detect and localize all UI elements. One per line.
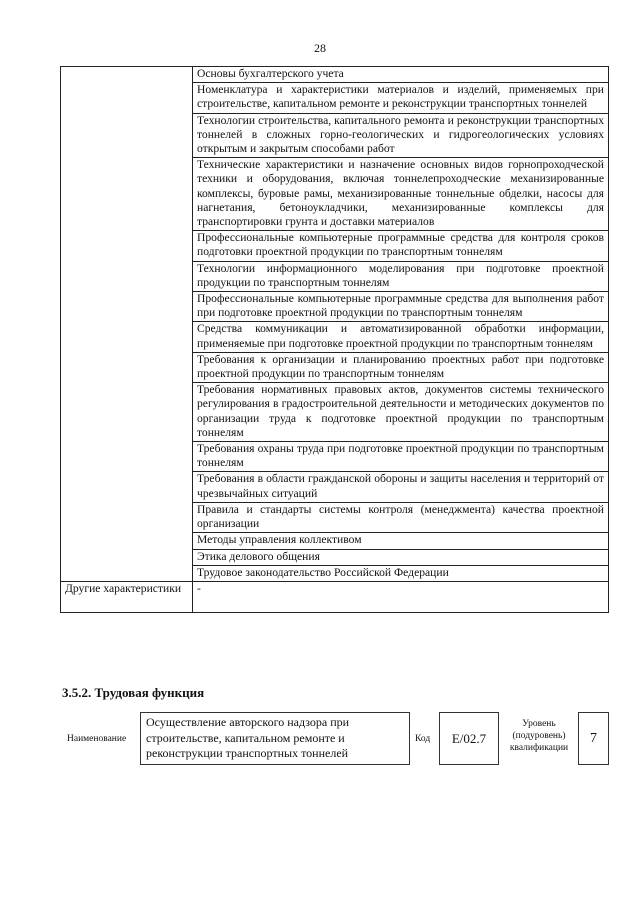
knowledge-table	[60, 66, 609, 613]
other-characteristics-value: -	[193, 581, 609, 612]
other-characteristics-label: Другие характеристики	[61, 581, 193, 612]
knowledge-item: Технологии информационного моделирования при подготовке проектной продукции по транспортным тоннелям	[193, 261, 609, 291]
section-heading: 3.5.2. Трудовая функция	[62, 685, 205, 700]
knowledge-item: Требования в области гражданской обороны и защиты населения и территорий от чрезвычайных ситуаций	[193, 472, 609, 502]
name-label: Наименование	[67, 734, 127, 744]
knowledge-item: Основы бухгалтерского учета	[193, 67, 609, 83]
table-row-other	[61, 581, 609, 612]
knowledge-item: Методы управления коллективом	[193, 533, 609, 549]
knowledge-item: Трудовое законодательство Российской Федерации	[193, 565, 609, 581]
knowledge-item: Номенклатура и характеристики материалов и изделий, применяемых при строительстве, капитальном ремонте и реконструкции транспортных тоннелей	[193, 83, 609, 113]
knowledge-item: Правила и стандарты системы контроля (менеджмента) качества проектной организации	[193, 502, 609, 532]
knowledge-item: Этика делового общения	[193, 549, 609, 565]
level-label: Уровень (подуровень) квалификации	[509, 719, 569, 753]
knowledge-item: Требования нормативных правовых актов, документов системы технического регулирования в градостроительной деятельности и методических документов по организации труда к подготовке проектной продукции по транспортным тоннелям	[193, 383, 609, 442]
knowledge-item: Технологии строительства, капитального ремонта и реконструкции транспортных тоннелей в сложных горно-геологических и гидрогеологических условиях открытым и закрытым способами работ	[193, 113, 609, 158]
knowledge-item: Средства коммуникации и автоматизированной обработки информации, применяемые при подготовке проектной продукции по транспортным тоннелям	[193, 322, 609, 352]
knowledge-item: Профессиональные компьютерные программные средства для выполнения работ при подготовке проектной продукции по транспортным тоннелям	[193, 292, 609, 322]
code-label: Код	[415, 734, 431, 744]
knowledge-item: Требования к организации и планированию проектных работ при подготовке проектной продукции по транспортным тоннелям	[193, 352, 609, 382]
label-cell-empty	[61, 67, 193, 582]
table-row	[61, 67, 609, 83]
knowledge-item: Технические характеристики и назначение основных видов горнопроходческой техники и оборудования, включая тоннелепроходческие механизированные комплексы, буровые рамы, механизированные тоннельные обделки, насосы для нагнетания, бетоноукладчики, механизированные комплексы для транспортировки грунта и доставки материалов	[193, 158, 609, 231]
function-code-field: E/02.7	[439, 712, 499, 765]
function-name-field: Осуществление авторского надзора при строительстве, капитальном ремонте и реконструкции транспортных тоннелей	[140, 712, 410, 765]
qualification-level-field: 7	[578, 712, 609, 765]
page-number: 28	[314, 41, 326, 55]
knowledge-item: Профессиональные компьютерные программные средства для контроля сроков подготовки проектной продукции по транспортным тоннелям	[193, 231, 609, 261]
knowledge-item: Требования охраны труда при подготовке проектной продукции по транспортным тоннелям	[193, 442, 609, 472]
